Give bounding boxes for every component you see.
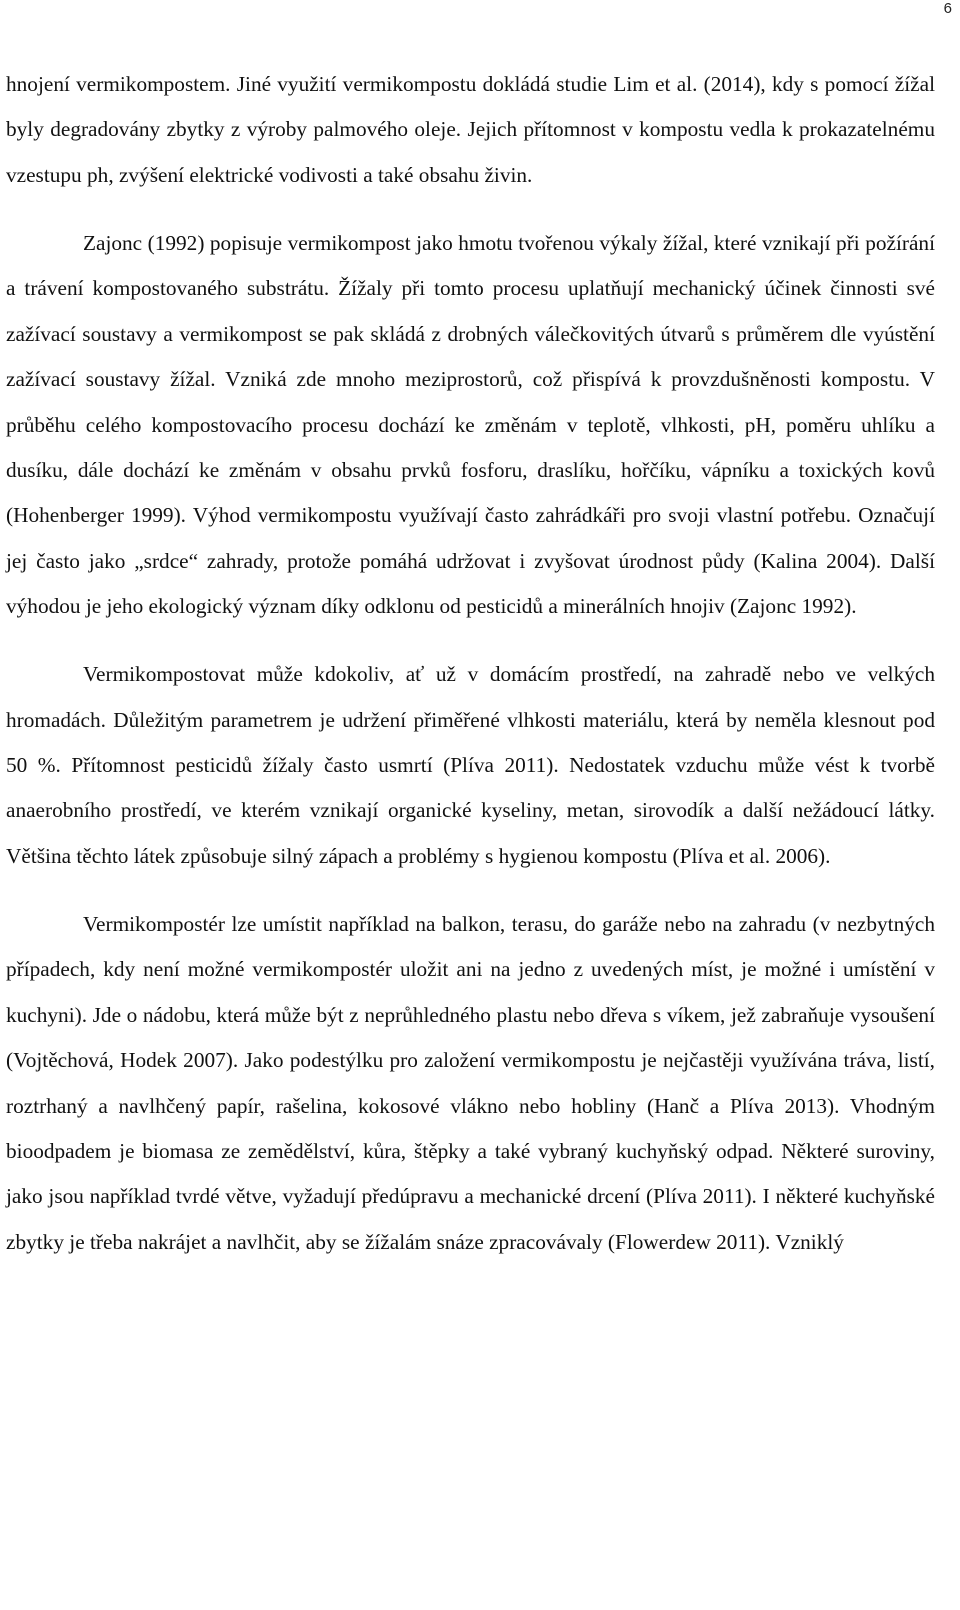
- paragraph-vermikomposter: Vermikompostér lze umístit například na balkon, terasu, do garáže nebo na zahradu (v nezbytných případech, kdy není možné vermikompostér uložit ani na jedno z uvedených míst, je možné i umístění v kuchyni). Jde o nádobu, která může být z neprůhledného plastu nebo dřeva s víkem, jež zabraňuje vysoušení (Vojtěchová, Hodek 2007). Jako podestýlku pro založení vermikompostu je nejčastěji využívána tráva, listí, roztrhaný a navlhčený papír, rašelina, kokosové vlákno nebo hobliny (Hanč a Plíva 2013). Vhodným bioodpadem je biomasa ze zemědělství, kůra, štěpky a také vybraný kuchyňský odpad. Některé suroviny, jako jsou například tvrdé větve, vyžadují předúpravu a mechanické drcení (Plíva 2011). I některé kuchyňské zbytky je třeba nakrájet a navlhčit, aby se žížalám snáze zpracovávaly (Flowerdew 2011). Vzniklý: [6, 911, 935, 1254]
- body-text: [6, 62, 935, 1265]
- paragraph-zajonc: Zajonc (1992) popisuje vermikompost jako hmotu tvořenou výkaly žížal, které vznikají při požírání a trávení kompostovaného substrátu. Žížaly při tomto procesu uplatňují mechanický účinek činnosti své zažívací soustavy a vermikompost se pak skládá z drobných válečkovitých útvarů s průměrem dle vyústění zažívací soustavy žížal. Vzniká zde mnoho meziprostorů, což přispívá k provzdušněnosti kompostu. V průběhu celého kompostovacího procesu dochází ke změnám v teplotě, vlhkosti, pH, poměru uhlíku a dusíku, dále dochází ke změnám v obsahu prvků fosforu, draslíku, hořčíku, vápníku a toxických kovů (Hohenberger 1999). Výhod vermikompostu využívají často zahrádkáři pro svoji vlastní potřebu. Označují jej často jako „srdce“ zahrady, protože pomáhá udržovat i zvyšovat úrodnost půdy (Kalina 2004). Další výhodou je jeho ekologický význam díky odklonu od pesticidů a minerálních hnojiv (Zajonc 1992).: [6, 230, 935, 619]
- paragraph-vermikompostovat: Vermikompostovat může kdokoliv, ať už v domácím prostředí, na zahradě nebo ve velkých hromadách. Důležitým parametrem je udržení přiměřené vlhkosti materiálu, která by neměla klesnout pod 50 %. Přítomnost pesticidů žížaly často usmrtí (Plíva 2011). Nedostatek vzduchu může vést k tvorbě anaerobního prostředí, ve kterém vznikají organické kyseliny, metan, sirovodík a další nežádoucí látky. Většina těchto látek způsobuje silný zápach a problémy s hygienou kompostu (Plíva et al. 2006).: [6, 662, 935, 868]
- paragraph-continuation: hnojení vermikompostem. Jiné využití vermikompostu dokládá studie Lim et al. (2014), kdy s pomocí žížal byly degradovány zbytky z výroby palmového oleje. Jejich přítomnost v kompostu vedla k prokazatelnému vzestupu ph, zvýšení elektrické vodivosti a také obsahu živin.: [6, 72, 935, 187]
- page-number: 6: [943, 0, 952, 17]
